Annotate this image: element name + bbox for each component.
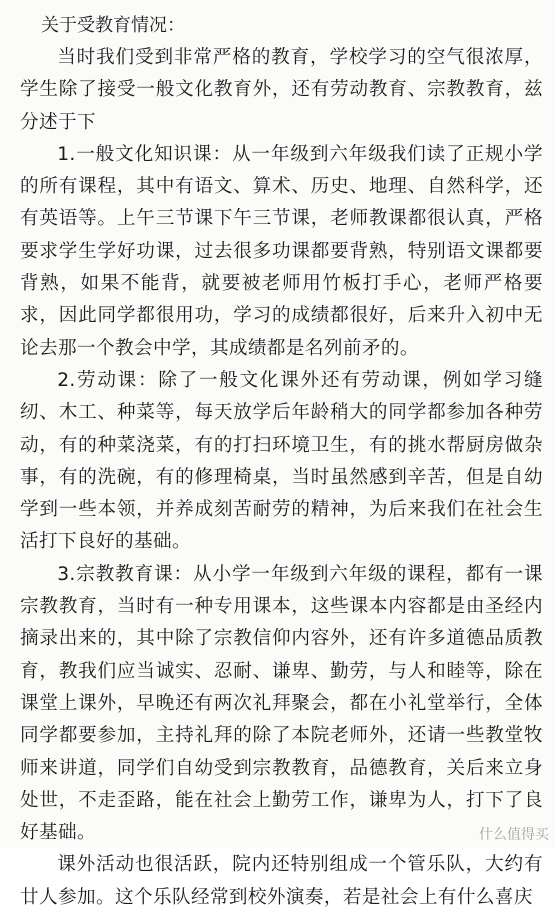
section-heading: 关于受教育情况：	[41, 15, 185, 36]
paragraph-religious-course: 3.宗教教育课：从小学一年级到六年级的课程，都有一课宗教教育，当时有一种专用课本，这些课本内容都是由圣经内摘录出来的，其中除了宗教信仰内容外，还有许多道德品质教育，教我们应当诚实、忍耐、谦卑、勤劳，与人和睦等，除在课堂上课外，早晚还有两次礼拜聚会，都在小礼堂举行，全体同学都要参加，主持礼拜的除了本院老师外，还请一些教堂牧师来讲道，同学们自幼受到宗教教育，品德教育，关后来立身处世，不走歪路，能在社会上勤劳工作，谦卑为人，打下了良好基础。	[20, 563, 543, 844]
paragraph-general-culture-course: 1.一般文化知识课：从一年级到六年级我们读了正规小学的所有课程，其中有语文、算术、历史、地理、自然科学，还有英语等。上午三节课下午三节课，老师教课都很认真，严格要求学生学好功课，过去很多功课都要背熟，特别语文课都要背熟，如果不能背，就要被老师用竹板打手心，老师严格要求，因此同学都很用功，学习的成绩都很好，后来升入初中无论去那一个教会中学，其成绩都是名列前矛的。	[20, 143, 543, 359]
paragraph-intro: 当时我们受到非常严格的教育，学校学习的空气很浓厚，学生除了接受一般文化教育外，还有劳动教育、宗教教育，兹分述于下	[20, 47, 543, 133]
paragraph-labor-course: 2.劳动课：除了一般文化课外还有劳动课，例如学习缝纫、木工、种菜等，每天放学后年龄稍大的同学都参加各种劳动，有的种菜浇菜，有的打扫环境卫生，有的挑水帮厨房做杂事，有的洗碗，有的修理椅桌，当时虽然感到辛苦，但是自幼学到一些本领，并养成刻苦耐劳的精神，为后来我们在社会生活打下良好的基础。	[20, 369, 543, 553]
paragraph-extracurricular: 课外活动也很活跃，院内还特别组成一个管乐队，大约有廿人参加。这个乐队经常到校外演奏，若是社会上有什么喜庆	[20, 854, 543, 908]
watermark-logo: 什么值得买	[479, 827, 549, 843]
